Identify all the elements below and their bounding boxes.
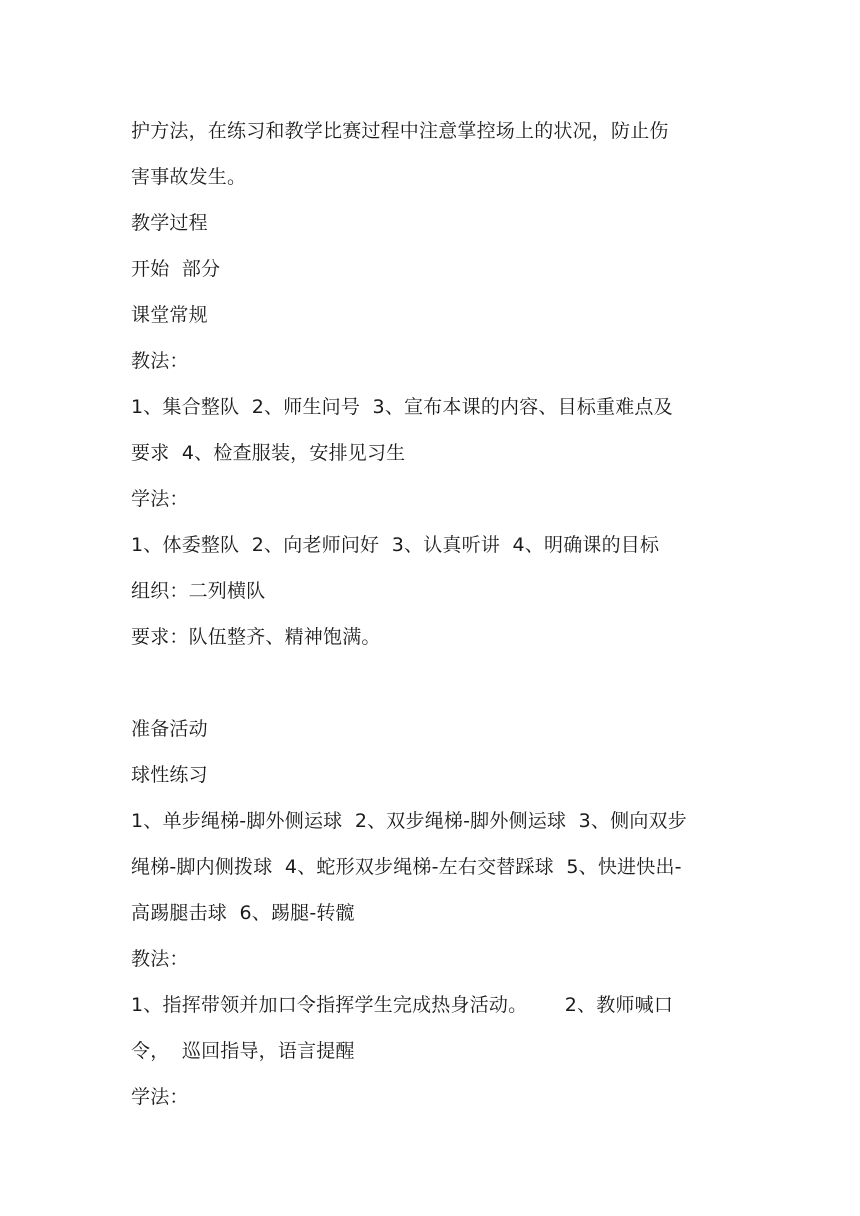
section-heading: 准备活动 — [131, 718, 208, 740]
label-line: 学法： — [131, 1086, 189, 1108]
subsection-heading: 球性练习 — [131, 764, 208, 786]
text-line: 1、集合整队 2、师生问号 3、宣布本课的内容、目标重难点及 — [131, 396, 673, 418]
subsection-heading: 开始 部分 — [131, 258, 221, 280]
text-line: 高踢腿击球 6、踢腿-转髋 — [131, 902, 355, 924]
text-line: 害事故发生。 — [131, 166, 247, 188]
label-line: 教法： — [131, 948, 189, 970]
blank-line — [131, 660, 741, 706]
text-line: 1、单步绳梯-脚外侧运球 2、双步绳梯-脚外侧运球 3、侧向双步 — [131, 810, 687, 832]
text-line: 护方法，在练习和教学比赛过程中注意掌控场上的状况，防止伤 — [131, 120, 669, 142]
subsection-heading: 课堂常规 — [131, 304, 208, 326]
text-line: 绳梯-脚内侧拨球 4、蛇形双步绳梯-左右交替踩球 5、快进快出- — [131, 856, 682, 878]
text-line: 令， 巡回指导，语言提醒 — [131, 1040, 355, 1062]
section-heading: 教学过程 — [131, 212, 208, 234]
text-line: 组织：二列横队 — [131, 580, 266, 602]
text-line: 要求 4、检查服装，安排见习生 — [131, 442, 406, 464]
text-line: 1、体委整队 2、向老师问好 3、认真听讲 4、明确课的目标 — [131, 534, 660, 556]
document-body — [131, 108, 741, 1120]
label-line: 学法： — [131, 488, 189, 510]
text-line: 要求：队伍整齐、精神饱满。 — [131, 626, 381, 648]
label-line: 教法： — [131, 350, 189, 372]
text-line: 1、指挥带领并加口令指挥学生完成热身活动。 2、教师喊口 — [131, 994, 674, 1016]
